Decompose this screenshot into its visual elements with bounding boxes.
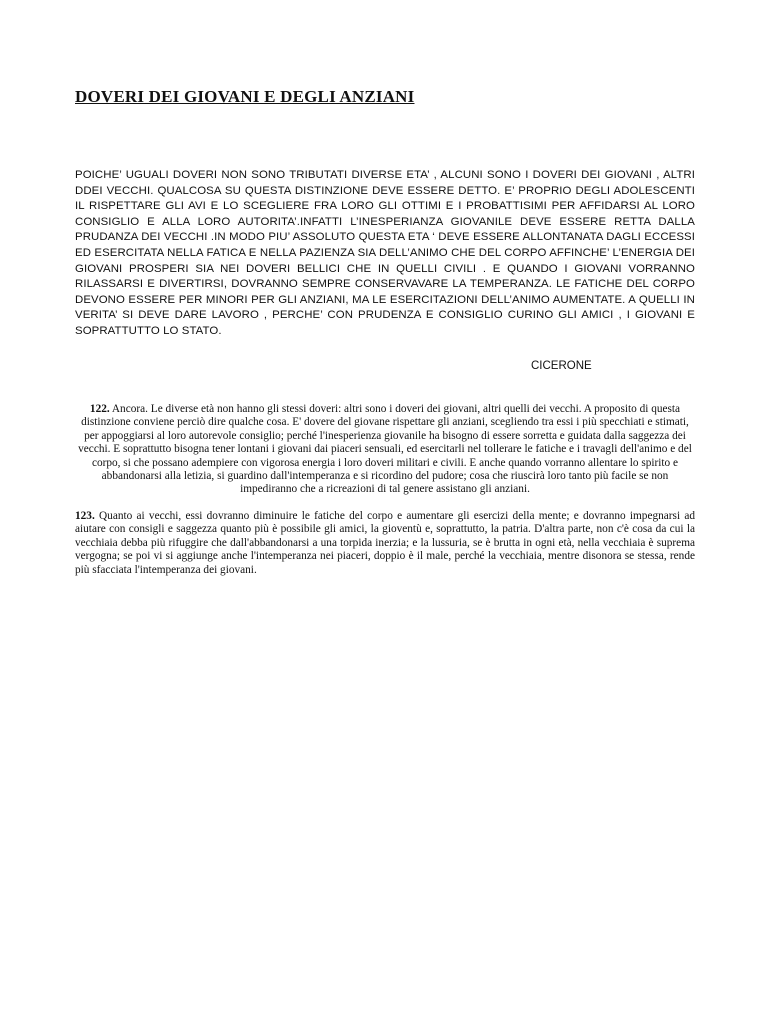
section-122-number: 122.	[89, 403, 110, 415]
section-123-text: Quanto ai vecchi, essi dovranno diminuire le fatiche del corpo e aumentare gli esercizi della mente; e dovranno impegnarsi ad aiutare con consigli e saggezza quanto più è possibile gli amici, la gioventù e, soprattutto, la patria. D'altra parte, non c'è cosa da cui la vecchiaia debba più rifuggire che dall'abbandonarsi a una torpida inerzia; e la lussuria, se è brutta in ogni età, nella vecchiaia è suprema vergogna; se poi vi si aggiunge anche l'intemperanza nei piaceri, doppio è il male, perché la vecchiaia, mentre disonora se stessa, rende più sfacciata l'intemperanza dei giovani.	[75, 510, 695, 576]
section-122-text: Ancora. Le diverse età non hanno gli stessi doveri: altri sono i doveri dei giovani, altri quelli dei vecchi. A proposito di questa distinzione conviene perciò dire qualche cosa. E' dovere del giovane rispettare gli anziani, scegliendo tra essi i più specchiati e stimati, per appoggiarsi al loro autorevole consiglio; perché l'inesperienza giovanile ha bisogno di essere sorretta e guidata dalla saggezza dei vecchi. E soprattutto bisogna tener lontani i giovani dai piaceri sensuali, ed esercitarli nel tollerare le fatiche e i travagli dell'animo e del corpo, si che possano adempiere con vigorosa energia i loro doveri militari e civili. E anche quando vorranno allentare lo spirito e abbandonarsi alla letizia, si guardino dall'intemperanza e si ricordino del pudore; cosa che riuscirà loro tanto più facile se non impediranno che a ricreazioni di tal genere assistano gli anziani.	[78, 403, 692, 496]
section-123	[75, 510, 695, 577]
section-123-number: 123.	[75, 510, 95, 522]
italian-paragraph: POICHE’ UGUALI DOVERI NON SONO TRIBUTATI DIVERSE ETA’ , ALCUNI SONO I DOVERI DEI GIOVANI , ALTRI DDEI VECCHI. QUALCOSA SU QUESTA DISTINZIONE DEVE ESSERE DETTO. E’ PROPRIO DEGLI ADOLESCENTI IL RISPETTARE GLI AVI E LO SCEGLIERE FRA LORO GLI OTTIMI E I PROBATTISIMI PER AFFIDARSI AL LORO CONSIGLIO E ALLA LORO AUTORITA’.INFATTI L’INESPERIANZA GIOVANILE DEVE ESSERE RETTA DALLA PRUDANZA DEI VECCHI .IN MODO PIU’ ASSOLUTO QUESTA ETA ‘ DEVE ESSERE ALLONTANATA DAGLI ECCESSI ED ESERCITATA NELLA FATICA E NELLA PAZIENZA SIA DELL’ANIMO CHE DEL CORPO AFFINCHE’ L’ENERGIA DEI GIOVANI PROSPERI SIA NEI DOVERI BELLICI CHE IN QUELLI CIVILI . E QUANDO I GIOVANI VORRANNO RILASSARSI E DIVERTIRSI, DOVRANNO SEMPRE CONSERVAVARE LA TEMPERANZA. LE FATICHE DEL CORPO DEVONO ESSERE PER MINORI PER GLI ANZIANI, MA LE ESERCITAZIONI DELL’ANIMO AUMENTATE. A QUELLI IN VERITA’ SI DEVE DARE LAVORO , PERCHE’ CON PRUDENZA E CONSIGLIO CURINO GLI AMICI , I GIOVANI E SOPRATTUTTO LO STATO.	[75, 169, 695, 337]
page-title: DOVERI DEI GIOVANI E DEGLI ANZIANI	[75, 87, 415, 106]
section-122	[75, 403, 695, 497]
author-signature: CICERONE	[531, 360, 592, 372]
